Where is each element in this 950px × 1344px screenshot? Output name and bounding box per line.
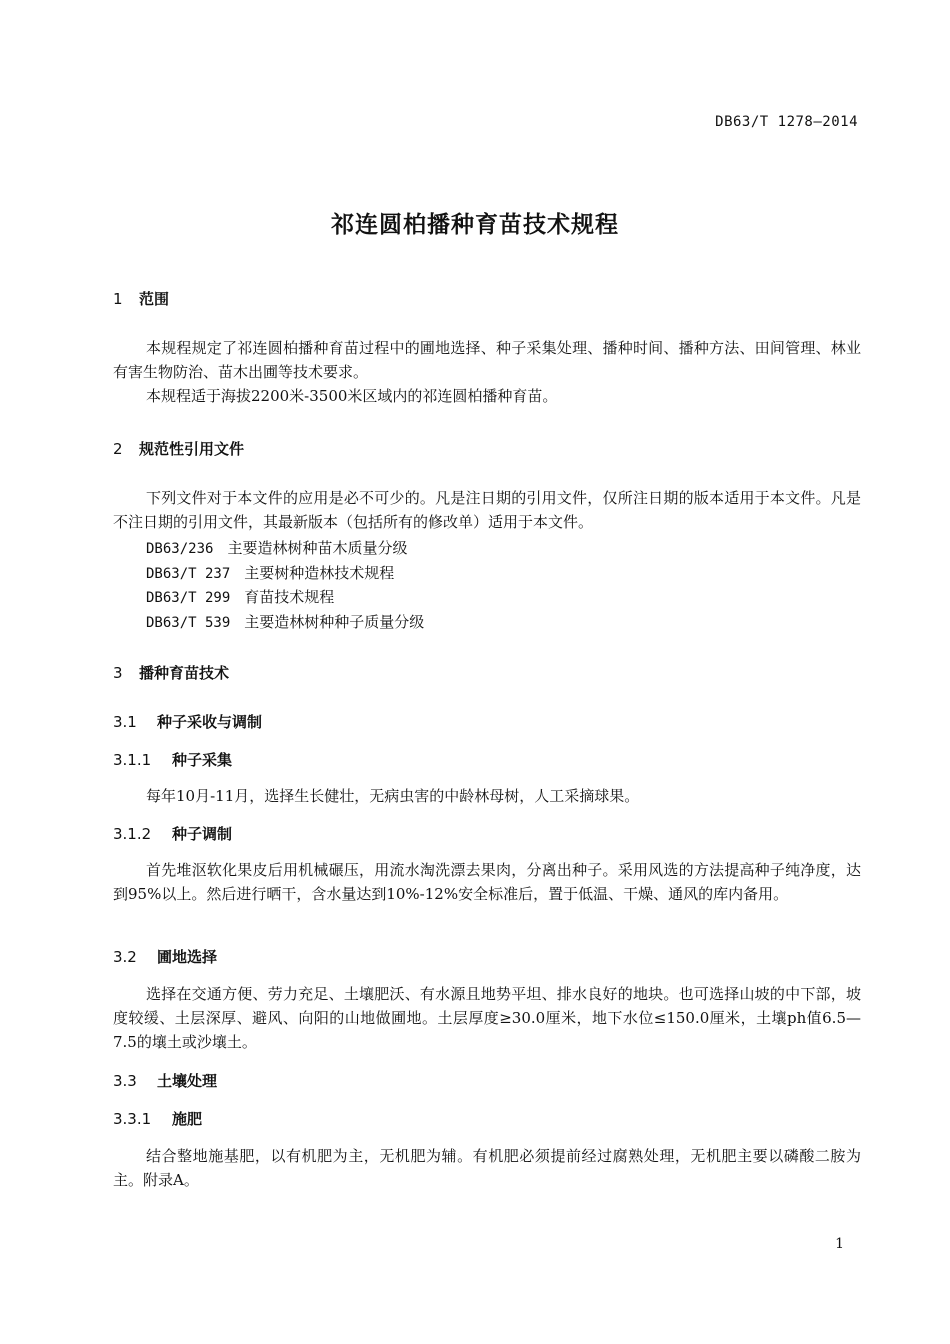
section-number: 3.2 — [113, 948, 137, 966]
section-title: 规范性引用文件 — [139, 440, 245, 458]
reference-name: 育苗技术规程 — [244, 588, 335, 606]
reference-code: DB63/T 299 — [146, 590, 231, 606]
reference-name: 主要树种造林技术规程 — [244, 564, 395, 582]
section-title: 种子采集 — [172, 751, 233, 769]
paragraph: 首先堆沤软化果皮后用机械碾压，用流水淘洗漂去果肉，分离出种子。采用风选的方法提高种子纯净度，达到95%以上。然后进行晒干，含水量达到10%-12%安全标准后，置于低温、干燥、通风的库内备用。 — [113, 861, 861, 903]
paragraph: 选择在交通方便、劳力充足、土壤肥沃、有水源且地势平坦、排水良好的地块。也可选择山坡的中下部，坡度较缓、土层深厚、避风、向阳的山地做圃地。土层厚度≥30.0厘米，地下水位≤150.0厘米，土壤ph值6.5—7.5的壤土或沙壤土。 — [113, 985, 861, 1051]
reference-item — [146, 537, 407, 558]
section-title: 种子采收与调制 — [157, 713, 263, 731]
section-number: 3.1 — [113, 713, 137, 731]
section-title: 种子调制 — [172, 825, 233, 843]
paragraph: 每年10月-11月，选择生长健壮，无病虫害的中龄林母树，人工采摘球果。 — [146, 787, 640, 805]
reference-item — [146, 562, 394, 583]
section-heading-1 — [113, 288, 169, 309]
document-title: 祁连圆柏播种育苗技术规程 — [331, 212, 619, 238]
section-number: 2 — [113, 440, 123, 458]
section-number: 3.3 — [113, 1072, 137, 1090]
section-title: 圃地选择 — [157, 948, 218, 966]
page-number: 1 — [835, 1236, 844, 1252]
section-number: 3.1.1 — [113, 751, 152, 769]
document-code: DB63/T 1278—2014 — [715, 114, 858, 130]
section-heading-3-3-1 — [113, 1108, 202, 1129]
section-title: 施肥 — [172, 1110, 203, 1128]
section-number: 1 — [113, 290, 123, 308]
reference-code: DB63/T 237 — [146, 566, 231, 582]
section-heading-3-3 — [113, 1070, 217, 1091]
reference-name: 主要造林树种种子质量分级 — [244, 613, 425, 631]
section-number: 3.1.2 — [113, 825, 152, 843]
section-number: 3 — [113, 664, 123, 682]
reference-item — [146, 611, 424, 632]
reference-code: DB63/T 539 — [146, 615, 231, 631]
section-heading-3-1-2 — [113, 823, 232, 844]
section-title: 范围 — [139, 290, 170, 308]
section-heading-2 — [113, 438, 244, 459]
paragraph: 下列文件对于本文件的应用是必不可少的。凡是注日期的引用文件，仅所注日期的版本适用于本文件。凡是不注日期的引用文件，其最新版本（包括所有的修改单）适用于本文件。 — [113, 489, 861, 531]
paragraph: 本规程规定了祁连圆柏播种育苗过程中的圃地选择、种子采集处理、播种时间、播种方法、田间管理、林业有害生物防治、苗木出圃等技术要求。 — [113, 339, 861, 381]
paragraph: 结合整地施基肥，以有机肥为主，无机肥为辅。有机肥必须提前经过腐熟处理，无机肥主要以磷酸二胺为主。附录A。 — [113, 1147, 861, 1189]
reference-item — [146, 586, 334, 607]
section-heading-3-1-1 — [113, 749, 232, 770]
section-number: 3.3.1 — [113, 1110, 152, 1128]
section-heading-3-2 — [113, 946, 217, 967]
reference-name: 主要造林树种苗木质量分级 — [227, 539, 408, 557]
reference-code: DB63/236 — [146, 541, 214, 557]
section-heading-3-1 — [113, 711, 262, 732]
paragraph: 本规程适于海拔2200米-3500米区域内的祁连圆柏播种育苗。 — [146, 387, 558, 405]
section-title: 土壤处理 — [157, 1072, 218, 1090]
section-heading-3 — [113, 662, 229, 683]
section-title: 播种育苗技术 — [139, 664, 230, 682]
